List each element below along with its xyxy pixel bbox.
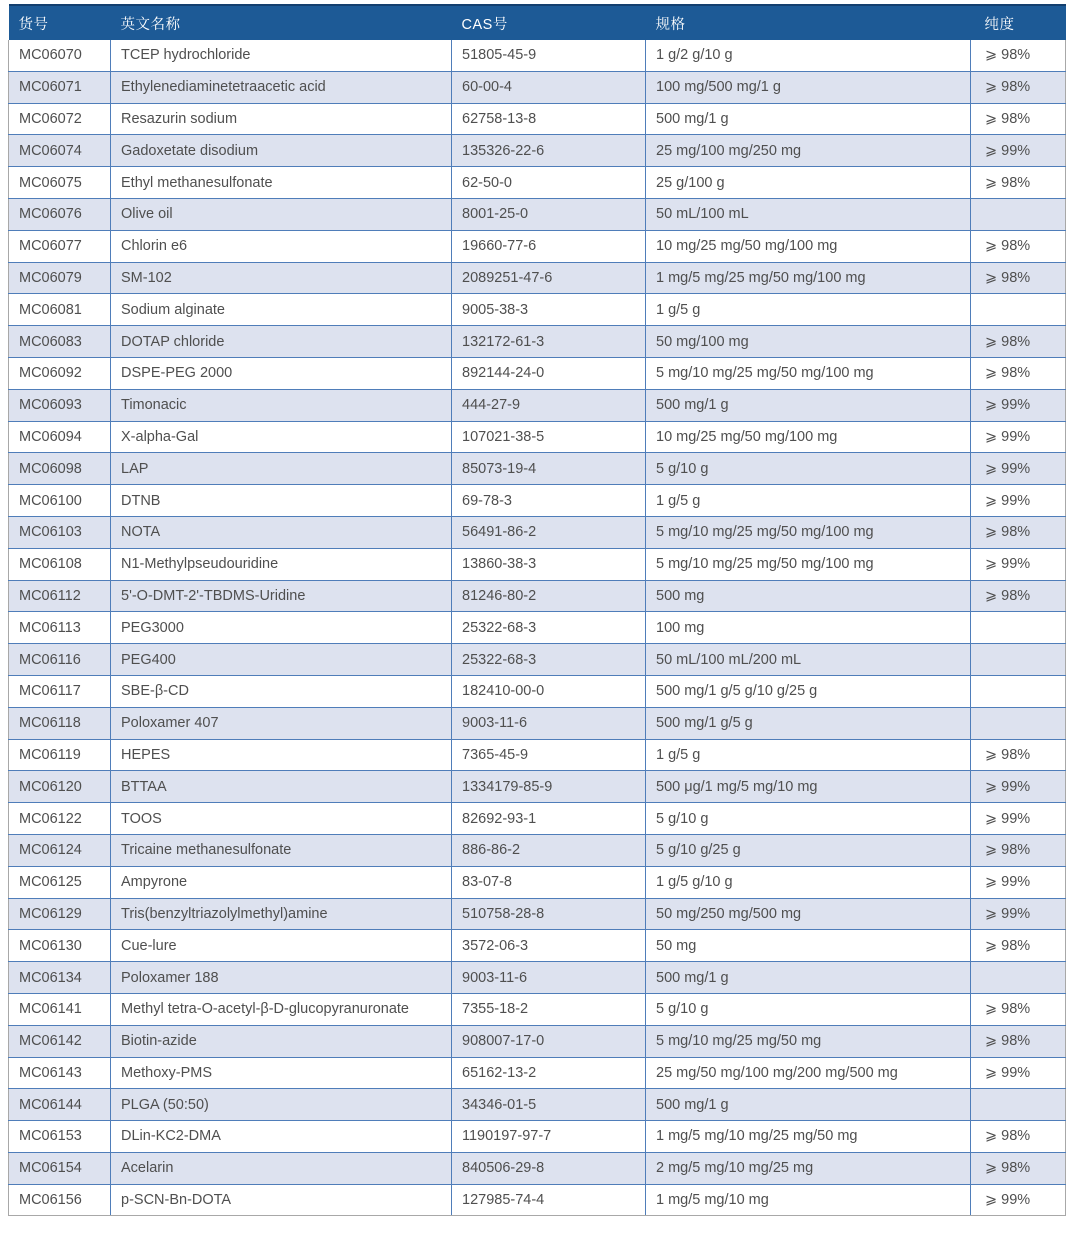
cell-specification: 500 mg/1 g/5 g <box>646 707 971 739</box>
cell-english-name: TCEP hydrochloride <box>111 40 452 71</box>
cell-purity: ⩾ 98% <box>971 834 1066 866</box>
cell-specification: 500 mg/1 g <box>646 103 971 135</box>
cell-item-code: MC06119 <box>9 739 111 771</box>
cell-specification: 1 mg/5 mg/25 mg/50 mg/100 mg <box>646 262 971 294</box>
cell-english-name: Poloxamer 407 <box>111 707 452 739</box>
cell-english-name: PEG400 <box>111 644 452 676</box>
cell-english-name: Resazurin sodium <box>111 103 452 135</box>
cell-english-name: Acelarin <box>111 1152 452 1184</box>
cell-purity: ⩾ 98% <box>971 580 1066 612</box>
cell-purity: ⩾ 99% <box>971 485 1066 517</box>
table-body <box>9 40 1066 1216</box>
cell-purity: ⩾ 98% <box>971 993 1066 1025</box>
cell-item-code: MC06153 <box>9 1121 111 1153</box>
cell-purity: ⩾ 99% <box>971 898 1066 930</box>
cell-specification: 500 mg/1 g/5 g/10 g/25 g <box>646 675 971 707</box>
cell-cas-number: 444-27-9 <box>452 389 646 421</box>
cell-specification: 1 mg/5 mg/10 mg <box>646 1184 971 1216</box>
table-row <box>9 930 1066 962</box>
cell-cas-number: 9003-11-6 <box>452 962 646 994</box>
cell-specification: 1 g/5 g <box>646 485 971 517</box>
cell-english-name: NOTA <box>111 516 452 548</box>
table-row <box>9 1057 1066 1089</box>
cell-purity: ⩾ 98% <box>971 71 1066 103</box>
cell-item-code: MC06117 <box>9 675 111 707</box>
cell-english-name: Gadoxetate disodium <box>111 135 452 167</box>
cell-item-code: MC06122 <box>9 803 111 835</box>
cell-purity: ⩾ 99% <box>971 389 1066 421</box>
cell-english-name: SM-102 <box>111 262 452 294</box>
cell-specification: 5 g/10 g <box>646 993 971 1025</box>
cell-english-name: Chlorin e6 <box>111 230 452 262</box>
cell-purity: ⩾ 98% <box>971 262 1066 294</box>
cell-english-name: Methyl tetra-O-acetyl-β-D-glucopyranuronate <box>111 993 452 1025</box>
table-row <box>9 580 1066 612</box>
cell-item-code: MC06103 <box>9 516 111 548</box>
table-row <box>9 548 1066 580</box>
cell-specification: 50 mL/100 mL <box>646 198 971 230</box>
table-row <box>9 962 1066 994</box>
cell-specification: 500 mg <box>646 580 971 612</box>
cell-purity: ⩾ 99% <box>971 135 1066 167</box>
header-purity: 纯度 <box>971 5 1066 40</box>
cell-cas-number: 9003-11-6 <box>452 707 646 739</box>
cell-specification: 1 g/5 g <box>646 739 971 771</box>
cell-specification: 500 mg/1 g <box>646 1089 971 1121</box>
table-row <box>9 389 1066 421</box>
cell-item-code: MC06141 <box>9 993 111 1025</box>
cell-english-name: Ethylenediaminetetraacetic acid <box>111 71 452 103</box>
cell-english-name: Methoxy-PMS <box>111 1057 452 1089</box>
table-row <box>9 739 1066 771</box>
cell-cas-number: 3572-06-3 <box>452 930 646 962</box>
cell-item-code: MC06100 <box>9 485 111 517</box>
table-row <box>9 453 1066 485</box>
cell-item-code: MC06130 <box>9 930 111 962</box>
table-row <box>9 40 1066 71</box>
cell-cas-number: 19660-77-6 <box>452 230 646 262</box>
cell-item-code: MC06144 <box>9 1089 111 1121</box>
cell-item-code: MC06142 <box>9 1025 111 1057</box>
cell-cas-number: 81246-80-2 <box>452 580 646 612</box>
cell-english-name: Tris(benzyltriazolylmethyl)amine <box>111 898 452 930</box>
cell-item-code: MC06113 <box>9 612 111 644</box>
cell-purity: ⩾ 98% <box>971 167 1066 199</box>
cell-specification: 100 mg/500 mg/1 g <box>646 71 971 103</box>
table-row <box>9 421 1066 453</box>
cell-english-name: DLin-KC2-DMA <box>111 1121 452 1153</box>
cell-specification: 5 g/10 g/25 g <box>646 834 971 866</box>
cell-english-name: Tricaine methanesulfonate <box>111 834 452 866</box>
cell-purity <box>971 1089 1066 1121</box>
cell-specification: 1 g/5 g/10 g <box>646 866 971 898</box>
cell-specification: 1 g/2 g/10 g <box>646 40 971 71</box>
cell-purity: ⩾ 98% <box>971 930 1066 962</box>
cell-english-name: PEG3000 <box>111 612 452 644</box>
table-row <box>9 898 1066 930</box>
cell-specification: 50 mg <box>646 930 971 962</box>
cell-english-name: Ethyl methanesulfonate <box>111 167 452 199</box>
cell-cas-number: 7365-45-9 <box>452 739 646 771</box>
cell-cas-number: 908007-17-0 <box>452 1025 646 1057</box>
cell-english-name: Ampyrone <box>111 866 452 898</box>
product-catalog-table <box>8 4 1066 1216</box>
cell-cas-number: 892144-24-0 <box>452 357 646 389</box>
table-row <box>9 1152 1066 1184</box>
cell-cas-number: 182410-00-0 <box>452 675 646 707</box>
cell-cas-number: 69-78-3 <box>452 485 646 517</box>
table-row <box>9 803 1066 835</box>
cell-cas-number: 65162-13-2 <box>452 1057 646 1089</box>
cell-cas-number: 1190197-97-7 <box>452 1121 646 1153</box>
cell-item-code: MC06112 <box>9 580 111 612</box>
cell-purity: ⩾ 98% <box>971 1152 1066 1184</box>
cell-item-code: MC06156 <box>9 1184 111 1216</box>
cell-purity <box>971 644 1066 676</box>
table-row <box>9 485 1066 517</box>
cell-purity <box>971 707 1066 739</box>
cell-specification: 100 mg <box>646 612 971 644</box>
table-row <box>9 866 1066 898</box>
header-cas-number: CAS号 <box>452 5 646 40</box>
cell-cas-number: 1334179-85-9 <box>452 771 646 803</box>
cell-specification: 50 mg/250 mg/500 mg <box>646 898 971 930</box>
cell-specification: 50 mg/100 mg <box>646 326 971 358</box>
cell-purity: ⩾ 99% <box>971 1184 1066 1216</box>
cell-item-code: MC06077 <box>9 230 111 262</box>
cell-cas-number: 127985-74-4 <box>452 1184 646 1216</box>
cell-purity <box>971 294 1066 326</box>
cell-item-code: MC06118 <box>9 707 111 739</box>
table-row <box>9 675 1066 707</box>
cell-purity: ⩾ 98% <box>971 739 1066 771</box>
cell-item-code: MC06098 <box>9 453 111 485</box>
cell-purity: ⩾ 98% <box>971 40 1066 71</box>
cell-item-code: MC06134 <box>9 962 111 994</box>
table-header <box>9 5 1066 40</box>
cell-item-code: MC06125 <box>9 866 111 898</box>
table-row <box>9 135 1066 167</box>
cell-cas-number: 60-00-4 <box>452 71 646 103</box>
table-row <box>9 612 1066 644</box>
cell-item-code: MC06076 <box>9 198 111 230</box>
cell-item-code: MC06093 <box>9 389 111 421</box>
table-row <box>9 993 1066 1025</box>
cell-cas-number: 85073-19-4 <box>452 453 646 485</box>
cell-item-code: MC06108 <box>9 548 111 580</box>
cell-cas-number: 132172-61-3 <box>452 326 646 358</box>
cell-purity: ⩾ 98% <box>971 357 1066 389</box>
cell-english-name: p-SCN-Bn-DOTA <box>111 1184 452 1216</box>
cell-purity: ⩾ 99% <box>971 1057 1066 1089</box>
cell-cas-number: 25322-68-3 <box>452 612 646 644</box>
cell-english-name: BTTAA <box>111 771 452 803</box>
cell-specification: 10 mg/25 mg/50 mg/100 mg <box>646 230 971 262</box>
cell-cas-number: 62-50-0 <box>452 167 646 199</box>
cell-cas-number: 34346-01-5 <box>452 1089 646 1121</box>
cell-cas-number: 840506-29-8 <box>452 1152 646 1184</box>
header-item-code: 货号 <box>9 5 111 40</box>
cell-english-name: HEPES <box>111 739 452 771</box>
cell-purity: ⩾ 99% <box>971 771 1066 803</box>
cell-english-name: DOTAP chloride <box>111 326 452 358</box>
cell-item-code: MC06072 <box>9 103 111 135</box>
cell-item-code: MC06079 <box>9 262 111 294</box>
cell-purity: ⩾ 99% <box>971 548 1066 580</box>
table-row <box>9 1089 1066 1121</box>
cell-english-name: DTNB <box>111 485 452 517</box>
cell-cas-number: 107021-38-5 <box>452 421 646 453</box>
cell-specification: 5 mg/10 mg/25 mg/50 mg/100 mg <box>646 357 971 389</box>
cell-purity: ⩾ 98% <box>971 230 1066 262</box>
cell-item-code: MC06074 <box>9 135 111 167</box>
cell-cas-number: 7355-18-2 <box>452 993 646 1025</box>
cell-specification: 1 g/5 g <box>646 294 971 326</box>
cell-english-name: Cue-lure <box>111 930 452 962</box>
table-row <box>9 707 1066 739</box>
table-row <box>9 1184 1066 1216</box>
table-row <box>9 771 1066 803</box>
cell-cas-number: 510758-28-8 <box>452 898 646 930</box>
cell-specification: 10 mg/25 mg/50 mg/100 mg <box>646 421 971 453</box>
cell-purity: ⩾ 99% <box>971 866 1066 898</box>
cell-purity <box>971 962 1066 994</box>
cell-item-code: MC06129 <box>9 898 111 930</box>
table-row <box>9 167 1066 199</box>
cell-specification: 500 μg/1 mg/5 mg/10 mg <box>646 771 971 803</box>
table-row <box>9 357 1066 389</box>
cell-item-code: MC06071 <box>9 71 111 103</box>
table-row <box>9 516 1066 548</box>
table-row <box>9 71 1066 103</box>
cell-purity: ⩾ 99% <box>971 453 1066 485</box>
cell-purity: ⩾ 98% <box>971 1121 1066 1153</box>
cell-purity: ⩾ 98% <box>971 103 1066 135</box>
cell-specification: 2 mg/5 mg/10 mg/25 mg <box>646 1152 971 1184</box>
cell-purity <box>971 612 1066 644</box>
table-row <box>9 103 1066 135</box>
cell-english-name: LAP <box>111 453 452 485</box>
table-row <box>9 644 1066 676</box>
cell-english-name: DSPE-PEG 2000 <box>111 357 452 389</box>
cell-cas-number: 2089251-47-6 <box>452 262 646 294</box>
header-english-name: 英文名称 <box>111 5 452 40</box>
cell-english-name: Sodium alginate <box>111 294 452 326</box>
cell-cas-number: 56491-86-2 <box>452 516 646 548</box>
cell-purity: ⩾ 98% <box>971 516 1066 548</box>
cell-specification: 5 g/10 g <box>646 453 971 485</box>
cell-item-code: MC06083 <box>9 326 111 358</box>
cell-english-name: PLGA (50:50) <box>111 1089 452 1121</box>
cell-item-code: MC06120 <box>9 771 111 803</box>
cell-specification: 5 mg/10 mg/25 mg/50 mg <box>646 1025 971 1057</box>
cell-purity: ⩾ 98% <box>971 326 1066 358</box>
cell-item-code: MC06070 <box>9 40 111 71</box>
cell-specification: 500 mg/1 g <box>646 962 971 994</box>
cell-specification: 5 g/10 g <box>646 803 971 835</box>
cell-cas-number: 135326-22-6 <box>452 135 646 167</box>
cell-english-name: TOOS <box>111 803 452 835</box>
table-row <box>9 198 1066 230</box>
cell-english-name: SBE-β-CD <box>111 675 452 707</box>
cell-english-name: Biotin-azide <box>111 1025 452 1057</box>
cell-purity <box>971 198 1066 230</box>
table-row <box>9 834 1066 866</box>
header-specification: 规格 <box>646 5 971 40</box>
cell-specification: 25 g/100 g <box>646 167 971 199</box>
cell-item-code: MC06081 <box>9 294 111 326</box>
cell-cas-number: 13860-38-3 <box>452 548 646 580</box>
cell-specification: 25 mg/100 mg/250 mg <box>646 135 971 167</box>
cell-specification: 5 mg/10 mg/25 mg/50 mg/100 mg <box>646 548 971 580</box>
cell-cas-number: 82692-93-1 <box>452 803 646 835</box>
cell-purity: ⩾ 99% <box>971 803 1066 835</box>
cell-english-name: Poloxamer 188 <box>111 962 452 994</box>
cell-item-code: MC06124 <box>9 834 111 866</box>
cell-cas-number: 62758-13-8 <box>452 103 646 135</box>
cell-cas-number: 83-07-8 <box>452 866 646 898</box>
cell-item-code: MC06116 <box>9 644 111 676</box>
cell-item-code: MC06143 <box>9 1057 111 1089</box>
table-row <box>9 262 1066 294</box>
cell-specification: 25 mg/50 mg/100 mg/200 mg/500 mg <box>646 1057 971 1089</box>
cell-cas-number: 51805-45-9 <box>452 40 646 71</box>
cell-purity: ⩾ 98% <box>971 1025 1066 1057</box>
cell-specification: 5 mg/10 mg/25 mg/50 mg/100 mg <box>646 516 971 548</box>
cell-english-name: Olive oil <box>111 198 452 230</box>
cell-english-name: Timonacic <box>111 389 452 421</box>
cell-item-code: MC06094 <box>9 421 111 453</box>
cell-specification: 500 mg/1 g <box>646 389 971 421</box>
table-row <box>9 230 1066 262</box>
table-row <box>9 294 1066 326</box>
cell-item-code: MC06075 <box>9 167 111 199</box>
cell-cas-number: 9005-38-3 <box>452 294 646 326</box>
cell-purity: ⩾ 99% <box>971 421 1066 453</box>
cell-english-name: 5'-O-DMT-2'-TBDMS-Uridine <box>111 580 452 612</box>
cell-english-name: N1-Methylpseudouridine <box>111 548 452 580</box>
cell-item-code: MC06154 <box>9 1152 111 1184</box>
cell-cas-number: 886-86-2 <box>452 834 646 866</box>
cell-item-code: MC06092 <box>9 357 111 389</box>
cell-specification: 1 mg/5 mg/10 mg/25 mg/50 mg <box>646 1121 971 1153</box>
table-row <box>9 1025 1066 1057</box>
cell-specification: 50 mL/100 mL/200 mL <box>646 644 971 676</box>
cell-cas-number: 8001-25-0 <box>452 198 646 230</box>
table-header-row <box>9 5 1066 40</box>
cell-cas-number: 25322-68-3 <box>452 644 646 676</box>
cell-english-name: X-alpha-Gal <box>111 421 452 453</box>
table-row <box>9 326 1066 358</box>
table-row <box>9 1121 1066 1153</box>
cell-purity <box>971 675 1066 707</box>
